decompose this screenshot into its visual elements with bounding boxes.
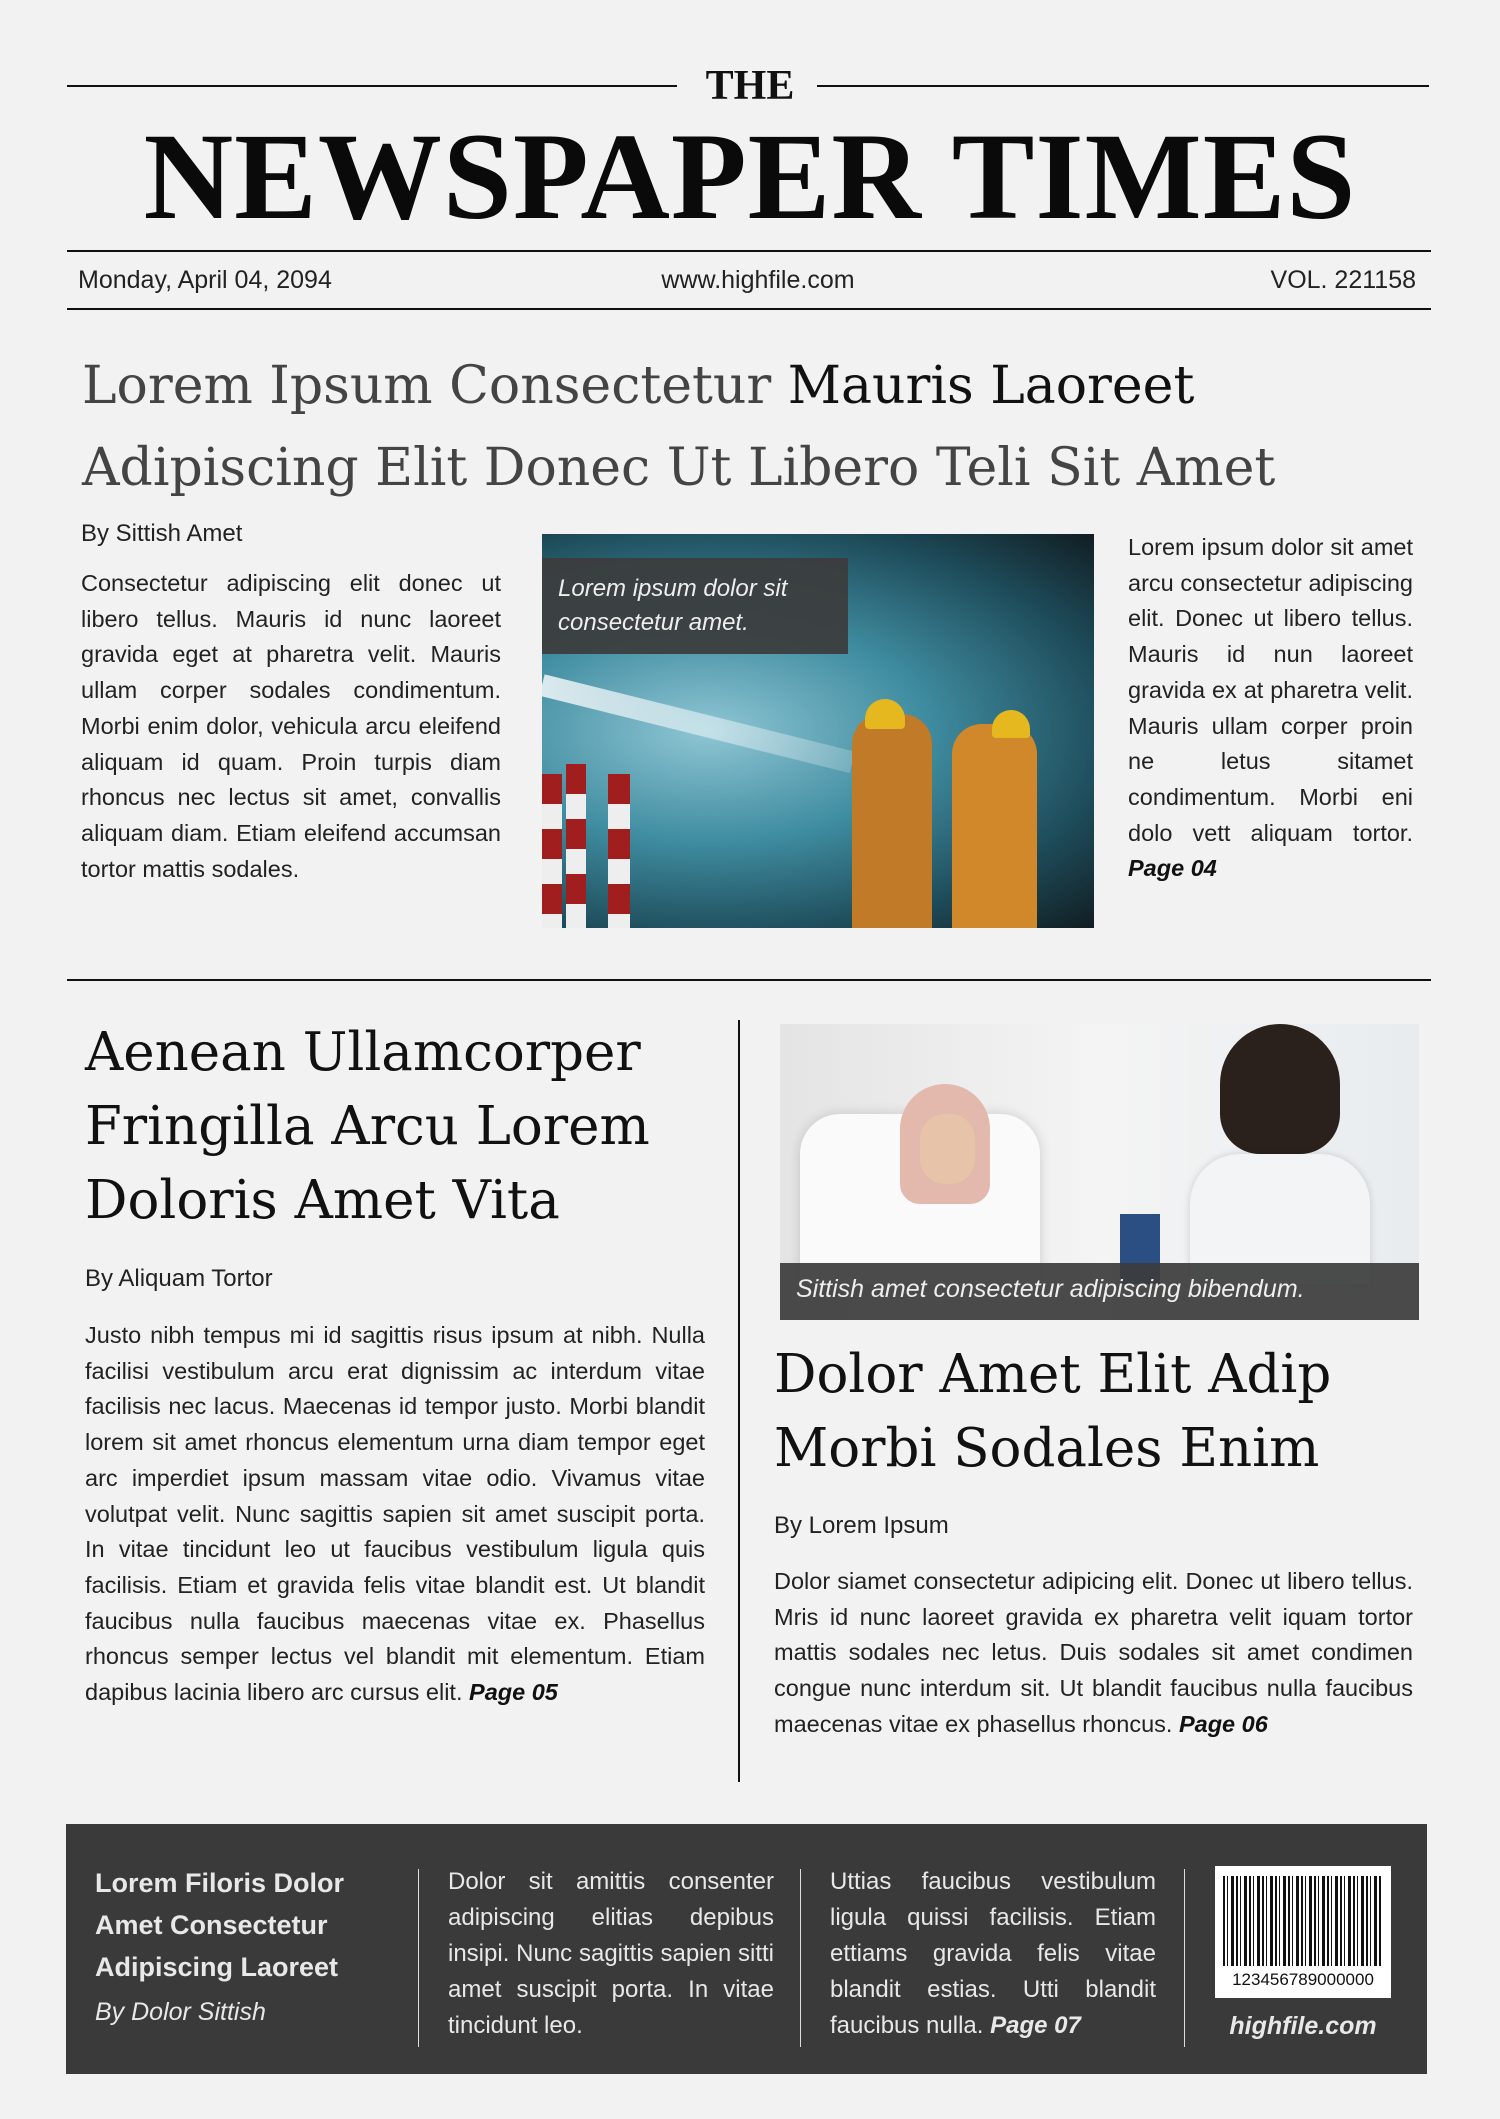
rule-top [67, 250, 1431, 252]
section-divider [67, 979, 1431, 981]
story2-body-text: Justo nibh tempus mi id sagittis risus ipsum at nibh. Nulla facilisi vestibulum arcu erat dignissim ac interdum vitae facilisis nec lacus. Maecenas id tempor justo. Morbi blandit lorem sit amet rhoncus elementum urna diam tempor eget arc imperdiet ipsum massam vitae odio. Vivamus vitae volutpat velit. Nunc sagittis sapien sit amet suscipit porta. In vitae tincidunt leo ut faucibus vestibulum ligula quis facilisis. Etiam et gravida felis vitae blandit est. Ut blandit faucibus nulla faucibus maecenas vitae ex. Phasellus rhoncus semper lectus vel blandit mit elementum. Etiam dapibus lacinia libero arc cursus elit. [85, 1322, 705, 1706]
story2-body [85, 1318, 705, 1711]
story3-byline: By Lorem Ipsum [774, 1512, 949, 1539]
column-divider [738, 1020, 740, 1782]
story2-headline-line: Aenean Ullamcorper [85, 1022, 641, 1083]
lead-byline: By Sittish Amet [81, 520, 243, 547]
story2-headline [85, 1016, 650, 1238]
barcode-bars-icon [1223, 1876, 1383, 1966]
lead-body-left: Consectetur adipiscing elit donec ut libero tellus. Mauris id nunc laoreet gravida eget at pharetra velit. Mauris ullam corper sodales condimentum. Morbi enim dolor, vehicula arcu eleifend aliquam id quam. Proin turpis diam rhoncus nec lectus sit amet, convallis aliquam diam. Etiam eleifend accumsan tortor mattis sodales. [81, 570, 501, 882]
footer-headline: Lorem Filoris Dolor Amet Consectetur Adipiscing Laoreet [95, 1868, 345, 1982]
lead-page-ref[interactable]: Page 04 [1128, 855, 1217, 882]
footer-col3 [830, 1864, 1156, 2044]
lead-headline-line2: Adipiscing Elit Donec Ut Libero Teli Sit Amet [82, 438, 1276, 498]
lead-body-right-text: Lorem ipsum dolor sit amet arcu consectetur adipiscing elit. Donec ut libero tellus. Mauris id nun laoreet gravida ex at pharetra velit. Mauris ullam corper proin ne letus sitamet condimentum. Morbi eni dolo vett aliquam tortor. [1128, 534, 1413, 846]
barcode-number: 123456789000000 [1232, 1970, 1374, 1989]
lead-image-caption: Lorem ipsum dolor sit consectetur amet. [542, 558, 848, 654]
rule-info [67, 308, 1431, 310]
lead-headline-part1: Lorem Ipsum Consectetur [82, 356, 788, 416]
story3-headline [774, 1338, 1331, 1486]
footer-divider [800, 1869, 801, 2047]
issue-date: Monday, April 04, 2094 [78, 266, 332, 294]
lead-headline [82, 345, 1422, 509]
barcode [1215, 1866, 1391, 1998]
story3-image-caption: Sittish amet consectetur adipiscing bibendum. [780, 1263, 1419, 1320]
footer-divider [418, 1869, 419, 2047]
footer-byline: By Dolor Sittish [95, 1998, 266, 2026]
footer-site[interactable]: highfile.com [1229, 2012, 1377, 2040]
website-link[interactable]: www.highfile.com [661, 266, 855, 294]
story3-page-ref[interactable]: Page 06 [1178, 1710, 1268, 1737]
newspaper-title: NEWSPAPER TIMES [143, 108, 1357, 245]
volume-number: VOL. 221158 [1270, 266, 1416, 294]
masthead-the: THE [705, 63, 795, 109]
footer-banner [66, 1824, 1427, 2074]
footer-col3-text: Uttias faucibus vestibulum ligula quissi facilisis. Etiam ettiams gravida felis vitae blandit estias. Utti blandit faucibus nulla. [830, 1868, 1156, 2039]
story3-headline-line: Morbi Sodales Enim [774, 1418, 1320, 1479]
story3-headline-line: Dolor Amet Elit Adip [774, 1344, 1332, 1405]
footer-col2: Dolor sit amittis consenter adipiscing elitias depibus insipi. Nunc sagittis sapien sitti amet suscipit porta. In vitae tincidunt leo. [448, 1868, 774, 2039]
story2-byline: By Aliquam Tortor [85, 1265, 273, 1292]
lead-headline-part2: Mauris Laoreet [787, 356, 1195, 416]
story2-page-ref[interactable]: Page 05 [469, 1679, 558, 1706]
footer-page-ref[interactable]: Page 07 [990, 2012, 1081, 2039]
footer-divider [1184, 1869, 1185, 2047]
firefighters-photo [542, 534, 1094, 928]
story3-body [774, 1564, 1413, 1743]
story2-headline-line: Fringilla Arcu Lorem [85, 1096, 650, 1157]
story3-body-text: Dolor siamet consectetur adipicing elit. Donec ut libero tellus. Mris id nunc laoreet gravida ex pharetra velit iquam tortor mattis sodales nec letus. Duis sodales sit amet condimen congue nunc interdum sit. Ut blandit faucibus nulla faucibus maecenas vitae ex phasellus rhoncus. [774, 1568, 1413, 1737]
story2-headline-line: Doloris Amet Vita [85, 1170, 560, 1231]
hospital-photo [780, 1024, 1419, 1320]
lead-body-right [1128, 530, 1413, 887]
